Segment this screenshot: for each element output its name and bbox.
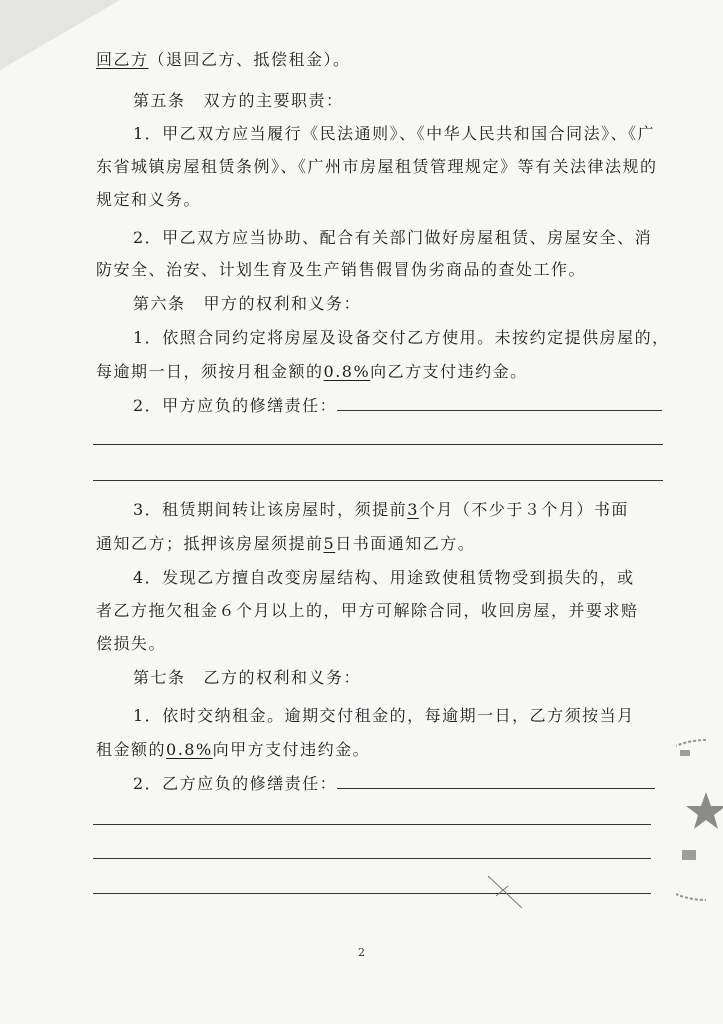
- text-line: 东省城镇房屋租赁条例》、《广州市房屋租赁管理规定》等有关法律法规的: [96, 157, 658, 176]
- article-6-heading: [133, 294, 361, 314]
- text-line: 2．甲乙双方应当协助、配合有关部门做好房屋租赁、房屋安全、消: [133, 228, 653, 247]
- notice-days: 5: [323, 534, 336, 553]
- text-line: 者乙方拖欠租金６个月以上的，甲方可解除合同，收回房屋，并要求赔: [96, 601, 639, 620]
- text-line: 1．甲乙双方应当履行《民法通则》、《中华人民共和国合同法》、《广: [133, 124, 656, 143]
- article-title: 双方的主要职责：: [203, 91, 344, 110]
- article-label: 第六条: [133, 294, 186, 313]
- text-line: 防安全、治安、计划生育及生产销售假冒伪劣商品的查处工作。: [96, 260, 587, 279]
- text-line: 规定和义务。: [96, 190, 202, 209]
- article-7-heading: [133, 668, 361, 688]
- blank-line: [93, 893, 651, 894]
- text-line: 3．租赁期间转让该房屋时，须提前3个月（不少于３个月）书面: [133, 500, 629, 519]
- article-title: 甲方的权利和义务：: [203, 294, 362, 313]
- article-label: 第七条: [133, 668, 186, 687]
- text-line: 1．依时交纳租金。逾期交付租金的，每逾期一日，乙方须按当月: [133, 706, 635, 725]
- penalty-rate: 0.8%: [323, 362, 371, 381]
- notice-months: 3: [407, 500, 419, 519]
- text-line: 每逾期一日，须按月租金额的0.8%向乙方支付违约金。: [96, 362, 528, 381]
- text-line: 租金额的0.8%向甲方支付违约金。: [96, 740, 371, 759]
- text-line: 回乙方（退回乙方、抵偿租金）。: [96, 50, 351, 69]
- fill-in-blank: [337, 396, 662, 411]
- blank-line: [93, 444, 663, 445]
- text-line: 偿损失。: [96, 634, 167, 653]
- blank-line: [93, 858, 651, 859]
- text-line: 通知乙方；抵押该房屋须提前5日书面通知乙方。: [96, 534, 476, 553]
- article-label: 第五条: [133, 91, 186, 110]
- text-line: 4．发现乙方擅自改变房屋结构、用途致使租赁物受到损失的，或: [133, 568, 635, 587]
- text-line: 1．依照合同约定将房屋及设备交付乙方使用。未按约定提供房屋的，: [133, 328, 670, 347]
- penalty-rate: 0.8%: [166, 740, 213, 759]
- fill-in-blank: [337, 774, 655, 789]
- article-title: 乙方的权利和义务：: [203, 668, 362, 687]
- pen-mark-icon: [486, 872, 526, 912]
- seal-stamp-icon: [676, 730, 723, 910]
- blank-line: [93, 824, 651, 825]
- article-5-heading: [133, 91, 344, 111]
- blank-line: [93, 480, 663, 481]
- page-number: 2: [358, 946, 365, 959]
- text-line: 2．甲方应负的修缮责任：: [133, 396, 662, 416]
- text-line: 2．乙方应负的修缮责任：: [133, 774, 655, 794]
